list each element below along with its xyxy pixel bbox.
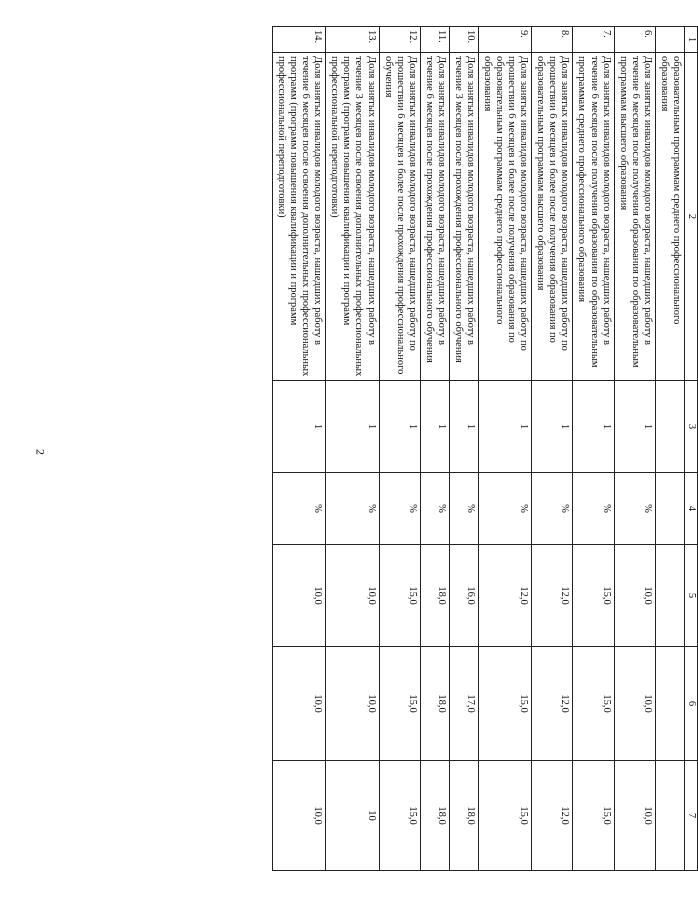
cell-col-3: 1: [379, 381, 420, 473]
cell-value-6: 17,0: [449, 647, 478, 761]
cell-unit: %: [379, 473, 420, 545]
row-number: 13.: [326, 27, 379, 53]
cell-value-7: 12,0: [532, 761, 573, 871]
header-col-5: 5: [684, 545, 697, 647]
table-row: [420, 27, 449, 871]
cell-value-5: 12,0: [479, 545, 532, 647]
cell-unit: %: [573, 473, 614, 545]
cell-value-6: 10,0: [273, 647, 326, 761]
cell-unit: %: [326, 473, 379, 545]
header-col-7: 7: [684, 761, 697, 871]
cell-value-5: 12,0: [532, 545, 573, 647]
table-row: [532, 27, 573, 871]
header-col-1: 1: [684, 27, 697, 53]
cell-value-7: 15,0: [573, 761, 614, 871]
cell-value-5: 10,0: [273, 545, 326, 647]
cell-unit: %: [532, 473, 573, 545]
cell-value-5: 15,0: [379, 545, 420, 647]
cell-col-3: 1: [614, 381, 655, 473]
indicator-name: Доля занятых инвалидов молодого возраста, нашедших работу по прошествии 6 месяцев и более после получения образования по образовательным программам высшего образования: [532, 53, 573, 381]
row-number: 14.: [273, 27, 326, 53]
cell-value-7: 10,0: [273, 761, 326, 871]
row-number: 8.: [532, 27, 573, 53]
indicator-name: Доля занятых инвалидов молодого возраста, нашедших работу в течение 3 месяцев после прохождения профессионального обучения: [449, 53, 478, 381]
cell-unit: %: [420, 473, 449, 545]
indicator-name: Доля занятых инвалидов молодого возраста, нашедших работу по прошествии 6 месяцев и более после получения образования по образовательным программам среднего профессионального образования: [479, 53, 532, 381]
header-col-6: 6: [684, 647, 697, 761]
table-row: [379, 27, 420, 871]
cell-value-5: 10,0: [326, 545, 379, 647]
table-header-row: [684, 27, 697, 871]
table-row: [449, 27, 478, 871]
cell-value-7: 10: [326, 761, 379, 871]
cell-value-5: 10,0: [614, 545, 655, 647]
cell-unit: %: [479, 473, 532, 545]
header-col-2: 2: [684, 53, 697, 381]
cell-col-3: 1: [273, 381, 326, 473]
row-number: 10.: [449, 27, 478, 53]
row-number: [655, 27, 684, 53]
cell-value-7: [655, 761, 684, 871]
cell-col-3: 1: [449, 381, 478, 473]
row-number: 12.: [379, 27, 420, 53]
cell-value-6: 15,0: [479, 647, 532, 761]
cell-unit: %: [614, 473, 655, 545]
cell-value-6: 15,0: [379, 647, 420, 761]
header-col-4: 4: [684, 473, 697, 545]
cell-value-5: 16,0: [449, 545, 478, 647]
cell-value-6: 18,0: [420, 647, 449, 761]
indicator-name: образовательным программам среднего профессионального образования: [655, 53, 684, 381]
table-row: [479, 27, 532, 871]
indicator-name: Доля занятых инвалидов молодого возраста, нашедших работу по прошествии 6 месяцев и более после прохождения профессионального обучения: [379, 53, 420, 381]
row-number: 11.: [420, 27, 449, 53]
indicator-name: Доля занятых инвалидов молодого возраста, нашедших работу в течение 6 месяцев после освоения дополнительных профессиональных программ (программ повышения квалификации и программ профессиональной переподготовки): [273, 53, 326, 381]
header-col-3: 3: [684, 381, 697, 473]
indicator-name: Доля занятых инвалидов молодого возраста, нашедших работу в течение 6 месяцев после прохождения профессионального обучения: [420, 53, 449, 381]
cell-col-3: 1: [479, 381, 532, 473]
indicator-name: Доля занятых инвалидов молодого возраста, нашедших работу в течение 3 месяцев после освоения дополнительных профессиональных программ (программ повышения квалификации и программ профессиональной переподготовки): [326, 53, 379, 381]
cell-value-6: 10,0: [326, 647, 379, 761]
cell-value-7: 15,0: [379, 761, 420, 871]
table-row: [655, 27, 684, 871]
cell-value-6: 15,0: [573, 647, 614, 761]
table-row: [573, 27, 614, 871]
cell-unit: %: [449, 473, 478, 545]
cell-value-6: [655, 647, 684, 761]
page-number: 2: [33, 449, 48, 455]
cell-value-5: 18,0: [420, 545, 449, 647]
cell-col-3: 1: [573, 381, 614, 473]
cell-value-7: 10,0: [614, 761, 655, 871]
cell-value-7: 15,0: [479, 761, 532, 871]
row-number: 7.: [573, 27, 614, 53]
indicators-table: [272, 26, 698, 871]
cell-value-7: 18,0: [449, 761, 478, 871]
indicator-name: Доля занятых инвалидов молодого возраста, нашедших работу в течение 6 месяцев после получения образования по образовательным программам среднего профессионального образования: [573, 53, 614, 381]
table-row: [273, 27, 326, 871]
table-row: [614, 27, 655, 871]
cell-col-3: 1: [420, 381, 449, 473]
cell-col-3: 1: [532, 381, 573, 473]
row-number: 9.: [479, 27, 532, 53]
cell-col-3: [655, 381, 684, 473]
cell-value-7: 18,0: [420, 761, 449, 871]
cell-value-6: 10,0: [614, 647, 655, 761]
cell-unit: %: [273, 473, 326, 545]
cell-value-5: [655, 545, 684, 647]
cell-unit: [655, 473, 684, 545]
table-row: [326, 27, 379, 871]
cell-col-3: 1: [326, 381, 379, 473]
cell-value-5: 15,0: [573, 545, 614, 647]
indicator-name: Доля занятых инвалидов молодого возраста, нашедших работу в течение 6 месяцев после получения образования по образовательным программам высшего образования: [614, 53, 655, 381]
table-container: [86, 26, 698, 870]
row-number: 6.: [614, 27, 655, 53]
cell-value-6: 12,0: [532, 647, 573, 761]
